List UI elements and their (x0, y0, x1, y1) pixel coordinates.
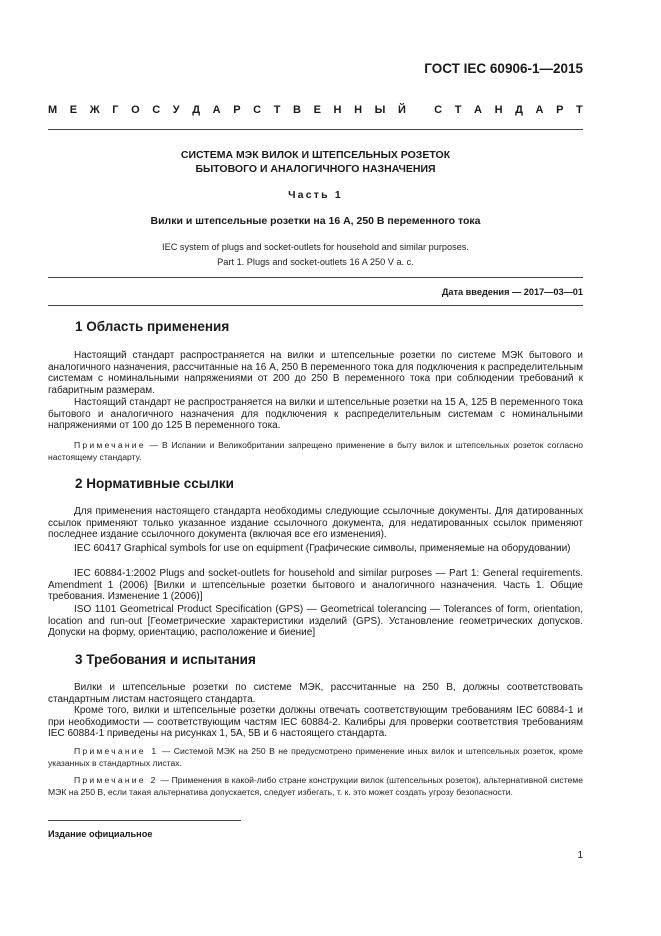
standard-type-letter: Й (397, 104, 406, 116)
document-number: ГОСТ IEC 60906-1—2015 (424, 61, 583, 76)
standard-type-letter: Д (515, 104, 523, 116)
note-text: — В Испании и Великобритании запрещено применение в быту вилок и штепсельных розеток согласно настоящему стандарту. (48, 440, 583, 462)
section-3-note-1 (48, 745, 583, 769)
standard-type-letter: Т (576, 104, 583, 116)
note-label: Примечание (74, 440, 146, 450)
section-3-heading: 3 Требования и испытания (75, 652, 256, 667)
section-2-heading: 2 Нормативные ссылки (75, 476, 234, 491)
page-number: 1 (577, 850, 583, 861)
date-divider (48, 305, 583, 306)
standard-type-letter: О (131, 104, 140, 116)
english-title-line-1: IEC system of plugs and socket-outlets for household and similar purposes. (162, 242, 469, 252)
section-1-note (48, 439, 583, 463)
title-line-1: СИСТЕМА МЭК ВИЛОК И ШТЕПСЕЛЬНЫХ РОЗЕТОК (180, 149, 451, 161)
note-2-text: — Применения в какой-либо стране конструкции вилок (штепсельных розеток), альтернативной системе МЭК на 250 В, если такая альтернатива допускается, следует избегать, т. к. это может создать угрозу безопасности. (48, 775, 583, 797)
reference-iec-60417: IEC 60417 Graphical symbols for use on equipment (Графические символы, применяемые на оборудовании) (74, 543, 571, 554)
part-number: Часть 1 (288, 189, 343, 201)
standard-type-letter: С (253, 104, 262, 116)
standard-type-letter: А (212, 104, 221, 116)
title-line-2: БЫТОВОГО И АНАЛОГИЧНОГО НАЗНАЧЕНИЯ (195, 163, 436, 175)
part-title: Вилки и штепсельные розетки на 16 А, 250 В переменного тока (150, 215, 481, 227)
edition-label: Издание официальное (48, 829, 153, 839)
standard-type-letter: Е (313, 104, 321, 116)
section-1-paragraph-1: Настоящий стандарт распространяется на вилки и штепсельные розетки по системе МЭК бытового и аналогичного назначения, рассчитанные на 16 А, 250 В переменного тока для подключения к распределительным системам с номинальными напряжениями от 200 до 250 В переменного тока при соблюдении требований к габаритным размерам. (48, 350, 583, 396)
standard-type-letter: С (152, 104, 161, 116)
standard-type-letter: А (535, 104, 544, 116)
standard-type-letter: Е (69, 104, 78, 116)
standard-type-letter: В (293, 104, 301, 116)
note-1-text: — Системой МЭК на 250 В не предусмотрено применение иных вилок и штепсельных розеток, кроме указанных в стандартных листах. (48, 746, 583, 768)
english-title-line-2: Part 1. Plugs and socket-outlets 16 A 250 V a. c. (217, 257, 414, 267)
reference-iec-60884-1: IEC 60884-1:2002 Plugs and socket-outlets for household and similar purposes — Part 1: General requirements. Amendment 1 (2006) [Вилки и штепсельные розетки бытового и аналогичного назначения. Часть 1. Общие требования. Изменение 1 (2006)] (48, 568, 583, 602)
standard-type-letter: Т (454, 104, 462, 116)
section-3-paragraph-1: Вилки и штепсельные розетки по системе МЭК, рассчитанные на 250 В, должны соответствовать стандартным листам настоящего стандарта. (48, 682, 583, 705)
top-divider (48, 129, 583, 130)
standard-type-letter: Р (233, 104, 241, 116)
standard-type-letter: А (474, 104, 482, 116)
standard-type-letter: Н (333, 104, 342, 116)
standard-type-letter: М (48, 104, 58, 116)
section-1-heading: 1 Область применения (75, 319, 230, 334)
standard-type-letter: Д (192, 104, 201, 116)
section-3-note-2 (48, 774, 583, 798)
standard-type-letter: У (172, 104, 180, 116)
introduction-date: Дата введения — 2017—03—01 (441, 287, 583, 297)
standard-type-letter: Н (494, 104, 503, 116)
standard-type-letter (418, 104, 421, 116)
standard-type-letter: Г (112, 104, 119, 116)
section-3-paragraph-2: Кроме того, вилки и штепсельные розетки должны отвечать соответствующим требованиям IEC 60884-1 и при необходимости — соответствующим частям IEC 60884-2. Калибры для проверки соответствия требованиям IEC 60884-1 приведены на рисунках 1, 5А, 5В и 6 настоящего стандарта. (48, 705, 583, 739)
standard-type-letter: Т (273, 104, 281, 116)
section-1-paragraph-2: Настоящий стандарт не распространяется на вилки и штепсельные розетки на 15 А, 125 В переменного тока бытового и аналогичного назначения для подключения к распределительным системам с номинальными напряжениями от 100 до 125 В переменного тока. (48, 397, 583, 431)
standard-type-letter: Ы (374, 104, 386, 116)
standard-type-letter: Н (354, 104, 363, 116)
standard-type-letter: Р (556, 104, 564, 116)
note-1-label: Примечание 1 (74, 746, 159, 756)
standard-type-letter: С (434, 104, 443, 116)
footer-divider (48, 820, 241, 821)
reference-iso-1101: ISO 1101 Geometrical Product Specification (GPS) — Geometrical tolerancing — Tolerances of form, orientation, location and run-out [Геометрические характеристики изделий (GPS). Установление геометрических допусков. Допуски на форму, ориентацию, расположение и биение] (48, 604, 583, 638)
standard-type-heading (48, 104, 583, 116)
standard-type-letter: Ж (89, 104, 100, 116)
section-2-paragraph-1: Для применения настоящего стандарта необходимы следующие ссылочные документы. Для датированных ссылок применяют только указанное издание ссылочного документа, для недатированных ссылок применяют последнее издание ссылочного документа (включая все его изменения). (48, 506, 583, 540)
title-divider (48, 277, 583, 278)
note-2-label: Примечание 2 (74, 775, 158, 785)
